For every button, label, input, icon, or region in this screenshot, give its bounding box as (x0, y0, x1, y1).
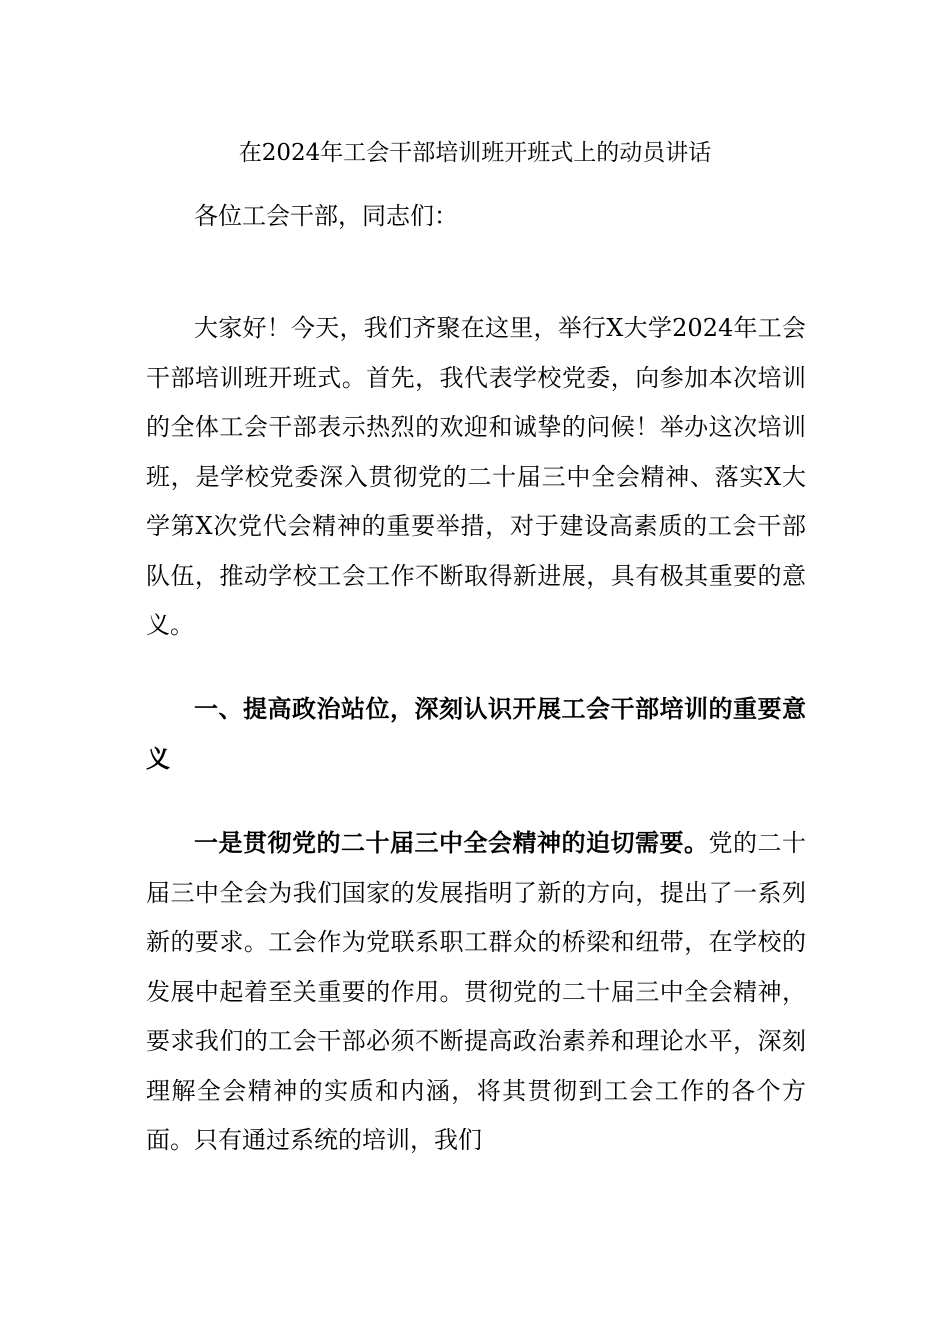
document-title: 在2024年工会干部培训班开班式上的动员讲话 (238, 140, 712, 166)
greeting-paragraph: 各位工会干部，同志们： (194, 202, 458, 230)
point-body: 党的二十届三中全会为我们国家的发展指明了新的方向，提出了一系列新的要求。工会作为党联系职工群众的桥梁和纽带，在学校的发展中起着至关重要的作用。贯彻党的二十届三中全会精神，要求我们的工会干部必须不断提高政治素养和理论水平，深刻理解全会精神的实质和内涵，将其贯彻到工会工作的各个方面。只有通过系统的培训，我们 (146, 829, 806, 1154)
section-heading: 一、提高政治站位，深刻认识开展工会干部培训的重要意义 (146, 694, 806, 773)
intro-paragraph: 大家好！今天，我们齐聚在这里，举行X大学2024年工会干部培训班开班式。首先，我代表学校党委，向参加本次培训的全体工会干部表示热烈的欢迎和诚挚的问候！举办这次培训班，是学校党委深入贯彻党的二十届三中全会精神、落实X大学第X次党代会精神的重要举措，对于建设高素质的工会干部队伍，推动学校工会工作不断取得新进展，具有极其重要的意义。 (146, 314, 806, 639)
point-paragraph (146, 818, 806, 1166)
point-lead: 一是贯彻党的二十届三中全会精神的迫切需要。 (194, 828, 709, 857)
